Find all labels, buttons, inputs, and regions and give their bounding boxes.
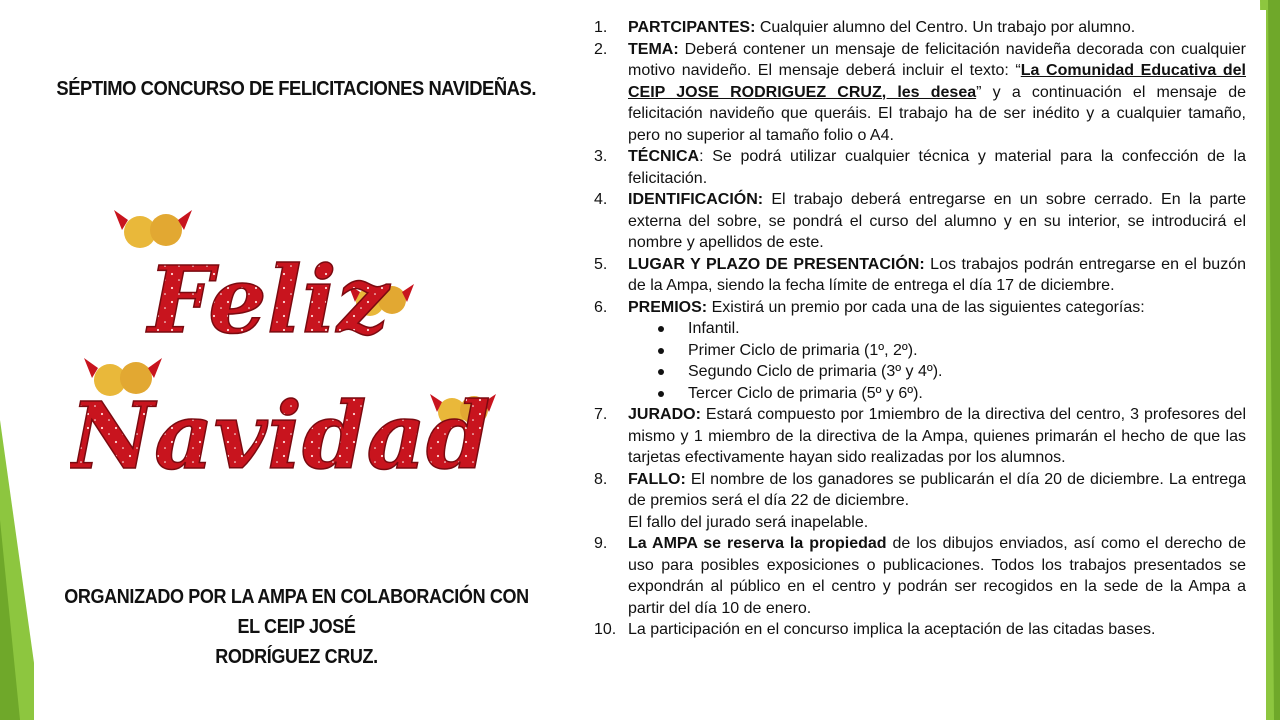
greeting-word-feliz: Feliz — [148, 246, 389, 354]
rule-item: 3. TÉCNICA: Se podrá utilizar cualquier técnica y material para la confección de la felicitación. — [594, 148, 1246, 187]
poster-panel — [34, 0, 559, 720]
organizer-line-2: RODRÍGUEZ CRUZ. — [215, 646, 378, 668]
contest-rules-panel — [566, 10, 1266, 720]
rule-item: 2. TEMA: Deberá contener un mensaje de felicitación navideña decorada con cualquier motivo navideño. El mensaje deberá incluir el texto: “La Comunidad Educativa del CEIP JOSE RODRIGUEZ CRUZ, les desea” y a continuación el mensaje de felicitación navideño que queráis. El trabajo ha de ser inédito y a cualquier tamaño, pero no superior al tamaño folio o A4. — [594, 40, 1247, 144]
bell-icon — [114, 210, 192, 248]
prize-category: Tercer Ciclo de primaria (5º y 6º). — [652, 383, 1246, 405]
prize-category: Segundo Ciclo de primaria (3º y 4º). — [652, 361, 1246, 383]
rule-item: 6. PREMIOS: Existirá un premio por cada una de las siguientes categorías: Infantil. Primer Ciclo de primaria (1º, 2º). Segundo Ciclo de primaria (3º y 4º). Tercer Ciclo de primaria (5º y 6º). — [594, 297, 1246, 405]
required-text-quote: La Comunidad Educativa del CEIP JOSE RODRIGUEZ CRUZ, les desea — [628, 62, 1246, 101]
greeting-word-navidad: Navidad — [70, 382, 491, 490]
organizer-text — [60, 582, 533, 672]
organizer-line-1: ORGANIZADO POR LA AMPA EN COLABORACIÓN CON EL CEIP JOSÉ — [64, 586, 529, 638]
rule-item: 7. JURADO: Estará compuesto por 1miembro de la directiva del centro, 3 profesores del mismo y 1 miembro de la directiva de la Ampa, quienes primarán el hecho de que las tarjetas efectivamente hayan sido realizadas por los alumnos. — [594, 406, 1246, 466]
rule-item: 8. FALLO: El nombre de los ganadores se publicarán el día 20 de diciembre. La entrega de premios será el día 22 de diciembre. El fallo del jurado será inapelable. — [594, 470, 1246, 531]
prize-category: Primer Ciclo de primaria (1º, 2º). — [652, 340, 1246, 362]
rule-item: 4. IDENTIFICACIÓN: El trabajo deberá entregarse en un sobre cerrado. En la parte externa del sobre, se pondrá el curso del alumno y en su interior, se introducirá el nombre y apellidos de este. — [594, 191, 1246, 251]
feliz-navidad-artwork — [70, 200, 510, 490]
prize-category: Infantil. — [652, 318, 1246, 340]
prize-categories-list — [628, 318, 1246, 404]
rule-item: 1. PARTCIPANTES: Cualquier alumno del Centro. Un trabajo por alumno. — [594, 19, 1136, 36]
poster-title: SÉPTIMO CONCURSO DE FELICITACIONES NAVIDEÑAS. — [56, 78, 536, 100]
rule-item: 5. LUGAR Y PLAZO DE PRESENTACIÓN: Los trabajos podrán entregarse en el buzón de la Ampa, siendo la fecha límite de entrega el día 17 de diciembre. — [594, 255, 1247, 294]
rule-item: 9. La AMPA se reserva la propiedad de los dibujos enviados, así como el derecho de uso para posibles exposiciones o publicaciones. Todos los trabajos presentados se expondrán al público en el centro y podrán ser recogidos en la sede de la Ampa a partir del día 10 de enero. — [594, 535, 1246, 617]
rules-list — [594, 17, 1246, 641]
rule-item: 10. La participación en el concurso implica la aceptación de las citadas bases. — [594, 621, 1156, 638]
